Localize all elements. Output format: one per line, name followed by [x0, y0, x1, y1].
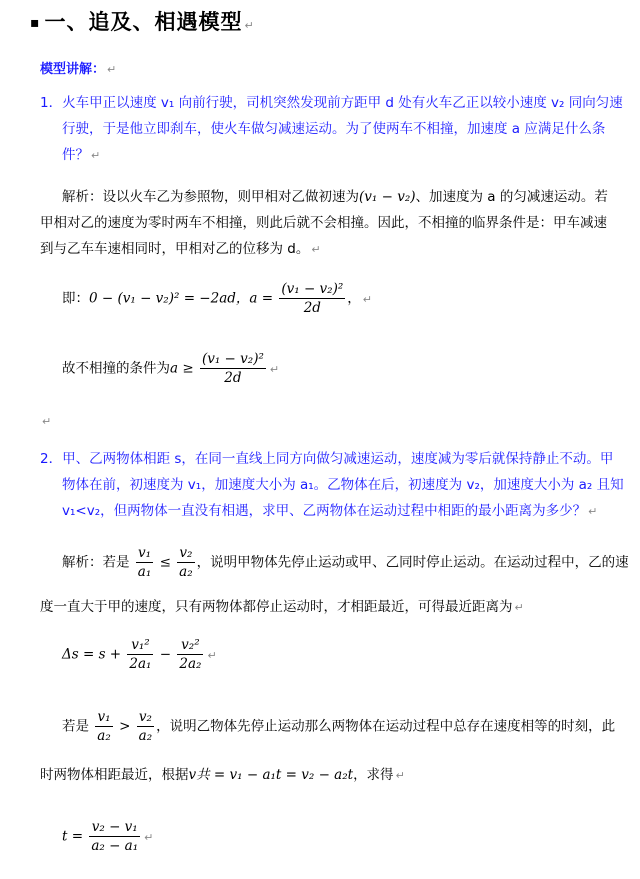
problem-1-line-2: 行驶，于是他立即刹车，使火车做匀减速运动。为了使两车不相撞，加速度 a 应满足什么条 — [62, 121, 606, 137]
solution-2-line-3: 若是 $\frac{\text{v₁}}{\text{a₂}}$ > $\frac{\text{v₂}}{\text{a₂}}$ ，说明乙物体先停止运动那么两物体在运动过程中总存在速度相等的时刻，此 — [62, 709, 616, 744]
solution-2-line-2: 度一直大于甲的速度，只有两物体都停止运动时，才相距最近，可得最近距离为 ↵ — [40, 599, 524, 615]
equation-2: 故不相撞的条件为a ≥ $\frac{\text{(v₁ − v₂)²}}{2d}$ ↵ — [62, 351, 280, 386]
problem-2-line-2: 物体在前，初速度为 v₁，加速度大小为 a₁。乙物体在后，初速度为 v₂，加速度大小为 a₂ 且知 — [62, 477, 624, 493]
problem-2-line-1: 2．甲、乙两物体相距 s，在同一直线上同方向做匀减速运动，速度减为零后就保持静止不动。甲 — [40, 451, 614, 467]
equation-3: Δs = s + $\frac{\text{v₁²}}{\text{2a₁}}$ − $\frac{\text{v₂²}}{\text{2a₂}}$ ↵ — [62, 637, 217, 672]
problem-1-line-3: 件？ ↵ — [62, 147, 101, 163]
blank-line: ↵ — [42, 415, 52, 428]
fraction-v2-a2-b: $\frac{\text{v₂}}{\text{a₂}}$ — [138, 709, 153, 744]
equation-1: 即：0 − (v₁ − v₂)² = −2ad，a = $\frac{\text{(v₁ − v₂)²}}{2d}$ ， ↵ — [62, 281, 372, 316]
fraction-v2sq-2a2: $\frac{\text{v₂²}}{\text{2a₂}}$ — [179, 637, 202, 672]
equation-2-fraction: $\frac{\text{(v₁ − v₂)²}}{2d}$ — [201, 351, 264, 386]
solution-2-line-1: 解析：若是 $\frac{\text{v₁}}{\text{a₁}}$ ≤ $\frac{\text{v₂}}{\text{a₂}}$ ，说明甲物体先停止运动或甲、乙同时停止运动。在运动过程中，乙的速 — [62, 545, 629, 580]
fraction-v1sq-2a1: $\frac{\text{v₁²}}{\text{2a₁}}$ — [129, 637, 152, 672]
solution-1-line-1: 解析：设以火车乙为参照物，则甲相对乙做初速为(v₁ − v₂)、加速度为 a 的匀减速运动。若 — [62, 189, 608, 205]
fraction-t: $\frac{\text{v₂ − v₁}}{\text{a₂ − a₁}}$ — [91, 819, 139, 854]
equation-4: t = $\frac{\text{v₂ − v₁}}{\text{a₂ − a₁}}$ ↵ — [62, 819, 154, 854]
solution-2-line-4: 时两物体相距最近，根据v共 = v₁ − a₁t = v₂ − a₂t，求得 ↵ — [40, 767, 405, 783]
solution-1-line-2: 甲相对乙的速度为零时两车不相撞，则此后就不会相撞。因此，不相撞的临界条件是：甲车减速 — [40, 215, 607, 231]
solution-1-line-3: 到与乙车车速相同时，甲相对乙的位移为 d。 ↵ — [40, 241, 321, 257]
bullet-icon: ▪ — [30, 15, 41, 31]
equation-1-fraction: $\frac{\text{(v₁ − v₂)²}}{2d}$ — [281, 281, 344, 316]
problem-1-line-1: 1．火车甲正以速度 v₁ 向前行驶，司机突然发现前方距甲 d 处有火车乙正以较小速度 v₂ 同向匀速 — [40, 95, 623, 111]
section-title: ▪ 一、追及、相遇模型 ↵ — [30, 10, 255, 34]
fraction-v2-a2: $\frac{\text{v₂}}{\text{a₂}}$ — [179, 545, 193, 580]
fraction-v1-a2: $\frac{\text{v₁}}{\text{a₂}}$ — [97, 709, 111, 744]
model-explanation-heading: 模型讲解： ↵ — [40, 62, 117, 77]
problem-2-line-3: v₁<v₂，但两物体一直没有相遇，求甲、乙两物体在运动过程中相距的最小距离为多少？ ↵ — [62, 503, 598, 519]
fraction-v1-a1: $\frac{\text{v₁}}{\text{a₁}}$ — [137, 545, 152, 580]
